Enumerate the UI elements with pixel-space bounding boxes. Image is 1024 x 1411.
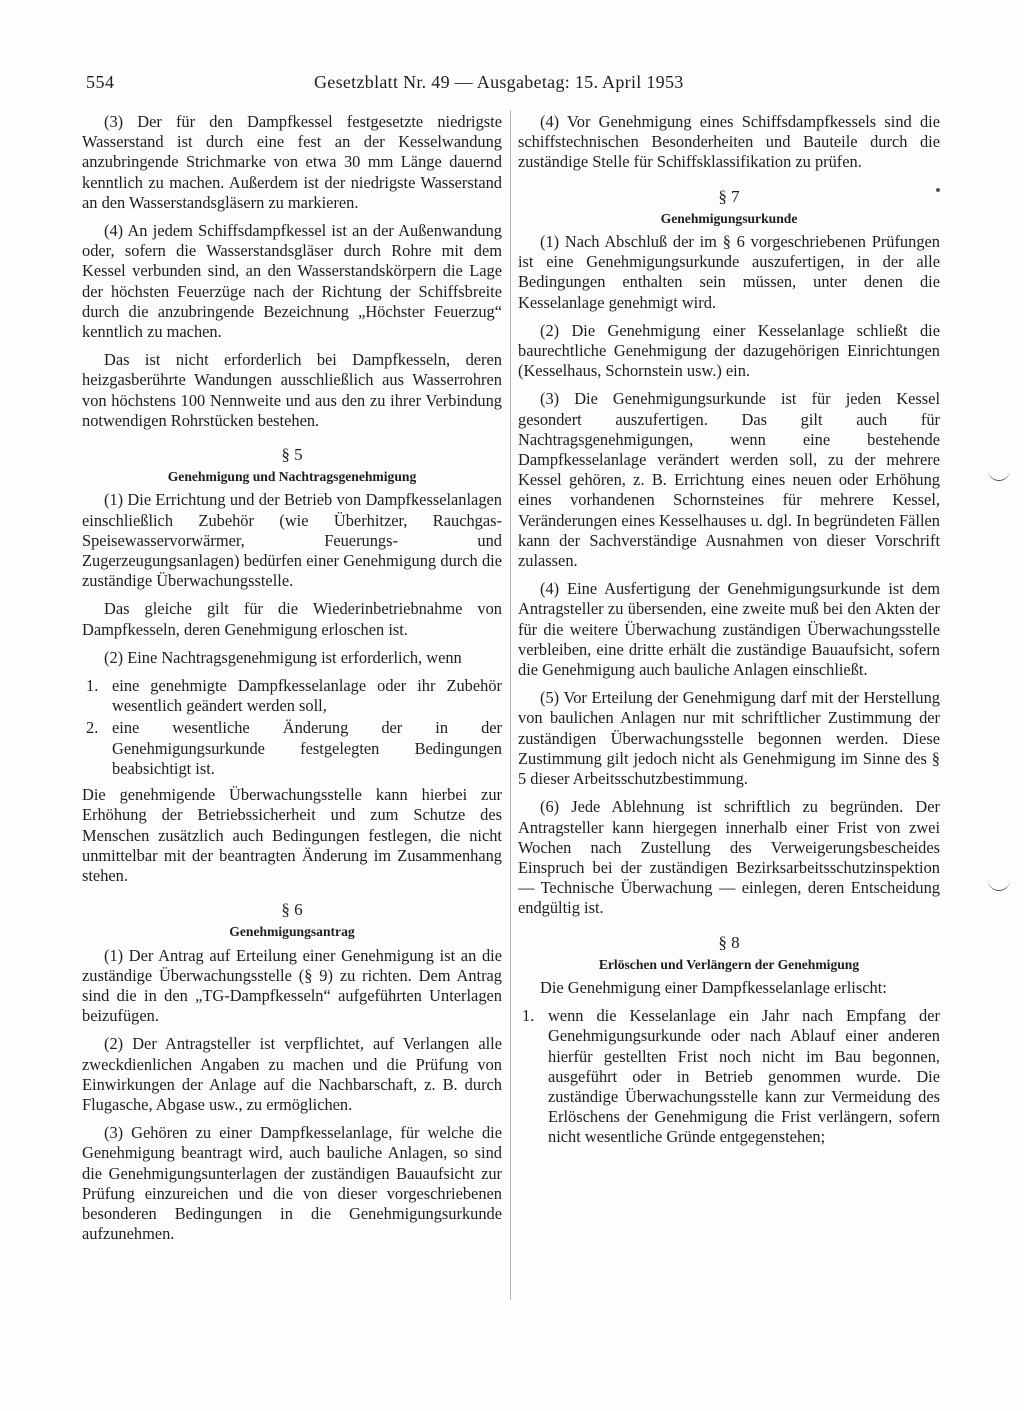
list-number: 1. <box>522 1006 535 1026</box>
margin-mark <box>988 470 1010 481</box>
column-divider <box>510 110 511 1300</box>
page-number: 554 <box>86 72 115 92</box>
paragraph: Das gleiche gilt für die Wiederinbetriebnahme von Dampfkesseln, deren Genehmigung erloschen ist. <box>82 599 502 639</box>
section-number: § 6 <box>281 900 303 920</box>
section-title: Genehmigungsantrag <box>229 924 355 940</box>
list-text: eine genehmigte Dampfkesselanlage oder ihr Zubehör wesentlich geändert werden soll, <box>112 676 502 716</box>
paragraph: (4) An jedem Schiffsdampfkessel ist an der Außenwandung oder, sofern die Wasserstandsgläser durch Rohre mit dem Kessel verbunden sind, an den Wasserstandskörpern die Lage der höchsten Feuerzüge nach der Richtung der Schiffsbreite durch die anzubringende Bezeichnung „Höchster Feuerzug“ kenntlich zu machen. <box>82 221 502 342</box>
list-number: 1. <box>86 676 99 696</box>
paragraph: Die Genehmigung einer Dampfkesselanlage erlischt: <box>540 977 887 997</box>
section-title: Genehmigung und Nachtragsgenehmigung <box>167 469 417 485</box>
section-number: § 7 <box>718 186 740 206</box>
section-title: Genehmigungsurkunde <box>660 210 798 226</box>
left-column <box>82 112 502 1252</box>
paragraph: (2) Die Genehmigung einer Kesselanlage schließt die baurechtliche Genehmigung der dazugehörigen Einrichtungen (Kesselhaus, Schornstein usw.) ein. <box>518 320 940 381</box>
paragraph: (3) Gehören zu einer Dampfkesselanlage, für welche die Genehmigung beantragt wird, auch bauliche Anlagen, so sind die Genehmigungsunterlagen der zuständigen Bauaufsicht zur Prüfung einzureichen und die von dieser vorgeschriebenen besonderen Bedingungen in die Genehmigungsurkunde aufzunehmen. <box>82 1123 502 1244</box>
list-text: eine wesentliche Änderung der in der Genehmigungsurkunde festgelegten Bedingungen beabsichtigt ist. <box>112 718 502 778</box>
list-number: 2. <box>86 718 99 738</box>
section-number: § 8 <box>718 932 740 952</box>
enumerated-list <box>518 1006 940 1147</box>
list-item <box>82 718 502 779</box>
paragraph: (5) Vor Erteilung der Genehmigung darf mit der Herstellung von baulichen Anlagen nur mit schriftlicher Zustimmung der zuständigen Überwachungsstelle begonnen werden. Diese Zustimmung gilt jedoch nicht als Genehmigung im Sinne des § 5 dieser Arbeitsschutzbestimmung. <box>518 688 940 789</box>
list-text: wenn die Kesselanlage ein Jahr nach Empfang der Genehmigungsurkunde oder nach Ablauf einer anderen hierfür gestellten Frist noch nicht im Bau begonnen, ausgeführt oder in Betrieb genommen wurde. Die zuständige Überwachungsstelle kann zur Vermeidung des Erlöschens der Genehmigung die Frist verlängern, sofern nicht wesentliche Gründe entgegenstehen; <box>548 1006 940 1147</box>
paragraph: (3) Der für den Dampfkessel festgesetzte niedrigste Wasserstand ist durch eine fest an der Kesselwandung anzubringende Strichmarke von etwa 30 mm Länge dauernd kenntlich zu machen. Außerdem ist der niedrigste Wasserstand an den Wasserstandsgläsern zu markieren. <box>82 112 502 212</box>
enumerated-list <box>82 676 502 779</box>
paragraph: (1) Die Errichtung und der Betrieb von Dampfkesselanlagen einschließlich Zubehör (wie Überhitzer, Rauchgas-Speisewasservorwärmer, Feuerungs- und Zugerzeugungsanlagen) bedürfen einer Genehmigung durch die zuständige Überwachungsstelle. <box>82 490 502 591</box>
list-item <box>82 676 502 716</box>
section-title: Erlöschen und Verlängern der Genehmigung <box>598 956 860 972</box>
running-head: Gesetzblatt Nr. 49 — Ausgabetag: 15. April 1953 <box>314 72 684 92</box>
paragraph: (2) Der Antragsteller ist verpflichtet, auf Verlangen alle zweckdienlichen Angaben zu machen und die Prüfung von Einwirkungen der Anlage auf die Nachbarschaft, z. B. durch Flugasche, Abgase usw., zu ermöglichen. <box>82 1034 502 1114</box>
section-number: § 5 <box>281 445 303 465</box>
ink-speck <box>936 188 940 192</box>
paragraph: (4) Eine Ausfertigung der Genehmigungsurkunde ist dem Antragsteller zu übersenden, eine zweite muß bei den Akten der für die weitere Überwachung zuständigen Überwachungsstelle verbleiben, eine dritte erhält die zuständige Bauaufsicht, sofern die Genehmigung auch bauliche Anlagen einschließt. <box>518 579 940 680</box>
paragraph: (1) Nach Abschluß der im § 6 vorgeschriebenen Prüfungen ist eine Genehmigungsurkunde auszufertigen, in der alle Bedingungen enthalten sein müssen, unter denen die Kesselanlage genehmigt wird. <box>518 232 940 312</box>
paragraph: (2) Eine Nachtragsgenehmigung ist erforderlich, wenn <box>104 647 462 667</box>
right-column <box>518 112 940 1154</box>
margin-mark <box>988 880 1010 891</box>
page-header <box>86 72 926 98</box>
paragraph: (3) Die Genehmigungsurkunde ist für jeden Kessel gesondert auszufertigen. Das gilt auch für Nachtragsgenehmigungen, wenn eine bestehende Dampfkesselanlage verändert werden soll, zu der mehrere Kessel gehören, z. B. Errichtung eines neuen oder Erhöhung eines vorhandenen Schornsteines für mehrere Kessel, Veränderungen eines Kesselhauses u. dgl. In begründeten Fällen kann der Sachverständige Ausnahmen von dieser Vorschrift zulassen. <box>518 389 940 571</box>
paragraph: (4) Vor Genehmigung eines Schiffsdampfkessels sind die schiffstechnischen Besonderheiten und Bauteile durch die zuständige Stelle für Schiffsklassifikation zu prüfen. <box>518 112 940 172</box>
paragraph: Die genehmigende Überwachungsstelle kann hierbei zur Erhöhung der Betriebssicherheit und zum Schutze des Menschen zusätzlich auch Bedingungen festlegen, die nicht unmittelbar mit der beantragten Änderung im Zusammenhang stehen. <box>82 785 502 885</box>
list-item <box>518 1006 940 1147</box>
paragraph: Das ist nicht erforderlich bei Dampfkesseln, deren heizgasberührte Wandungen ausschließlich aus Wasserrohren von höchstens 100 Nennweite und aus den zu ihrer Verbindung notwendigen Rohrstücken bestehen. <box>82 350 502 430</box>
paragraph: (1) Der Antrag auf Erteilung einer Genehmigung ist an die zuständige Überwachungsstelle (§ 9) zu richten. Dem Antrag sind die in den „TG-Dampfkesseln“ aufgeführten Unterlagen beizufügen. <box>82 945 502 1026</box>
paragraph: (6) Jede Ablehnung ist schriftlich zu begründen. Der Antragsteller kann hiergegen innerhalb einer Frist von zwei Wochen nach Zustellung des Verweigerungsbescheides Einspruch bei der zuständigen Bezirksarbeitsschutzinspektion — Technische Überwachung — einlegen, deren Entscheidung endgültig ist. <box>518 797 940 918</box>
